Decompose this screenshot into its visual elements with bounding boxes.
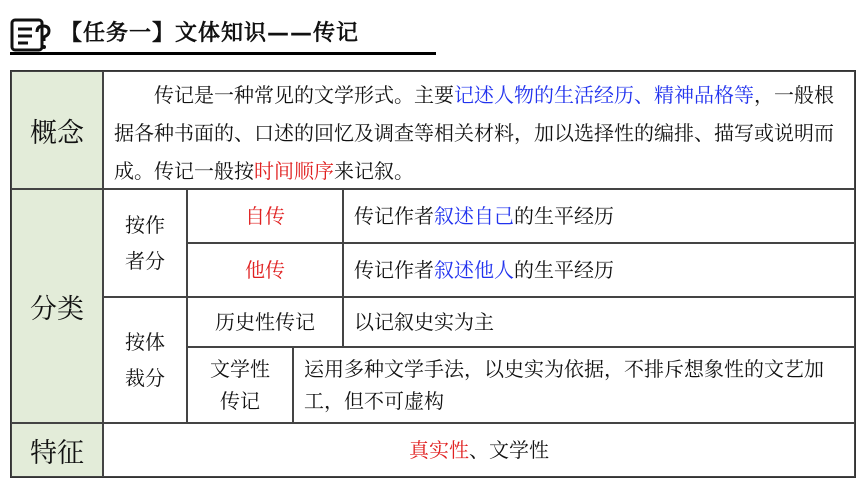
features-label: 特征	[11, 423, 103, 477]
by-genre-label-text: 按体裁分	[125, 330, 165, 390]
concept-text-part: ，一般根据各种书面的、口述的回忆及调查等相关材料，加以选择性的编排、描写或说明而成。传记一般按	[114, 83, 834, 183]
historical-type: 历史性传记	[187, 297, 343, 347]
literary-desc	[293, 347, 855, 423]
feature-authenticity: 真实性	[409, 438, 469, 462]
by-author-label	[103, 189, 187, 297]
classification-label: 分类	[11, 189, 103, 423]
desc-part: 的生平经历	[514, 204, 614, 228]
literary-desc-text: 运用多种文学手法，以史实为依据，不排斥想象性的文艺加工，但不可虚构	[304, 357, 824, 413]
by-genre-label	[103, 297, 187, 423]
biography-other-type: 他传	[187, 243, 343, 297]
slide-title: 【任务一】文体知识——传记	[60, 21, 360, 46]
desc-part: 的生平经历	[514, 258, 614, 282]
feature-separator: 、	[469, 438, 489, 462]
notes-question-icon	[10, 18, 56, 52]
historical-desc: 以记叙史实为主	[343, 297, 855, 347]
by-author-label-text: 按作者分	[125, 213, 165, 273]
literary-type-text: 文学性传记	[210, 357, 270, 413]
concept-text-part: 传记是一种常见的文学形式。主要	[154, 83, 454, 107]
concept-highlight-order: 时间顺序	[254, 159, 334, 183]
slide-header	[0, 0, 860, 60]
desc-highlight: 叙述自己	[434, 204, 514, 228]
features-cell	[103, 423, 855, 477]
biography-table	[10, 70, 856, 478]
literary-type	[187, 347, 293, 423]
concept-label: 概念	[11, 71, 103, 189]
concept-text-part: 来记叙。	[334, 159, 414, 183]
autobiography-type: 自传	[187, 189, 343, 243]
title-underline	[10, 52, 436, 55]
concept-text	[104, 72, 854, 190]
desc-part: 传记作者	[354, 204, 434, 228]
desc-part: 传记作者	[354, 258, 434, 282]
biography-other-desc	[343, 243, 855, 297]
concept-cell	[103, 71, 855, 189]
autobiography-desc	[343, 189, 855, 243]
desc-highlight: 叙述他人	[434, 258, 514, 282]
feature-literariness: 文学性	[489, 438, 549, 462]
concept-highlight-content: 记述人物的生活经历、精神品格等	[454, 83, 754, 107]
